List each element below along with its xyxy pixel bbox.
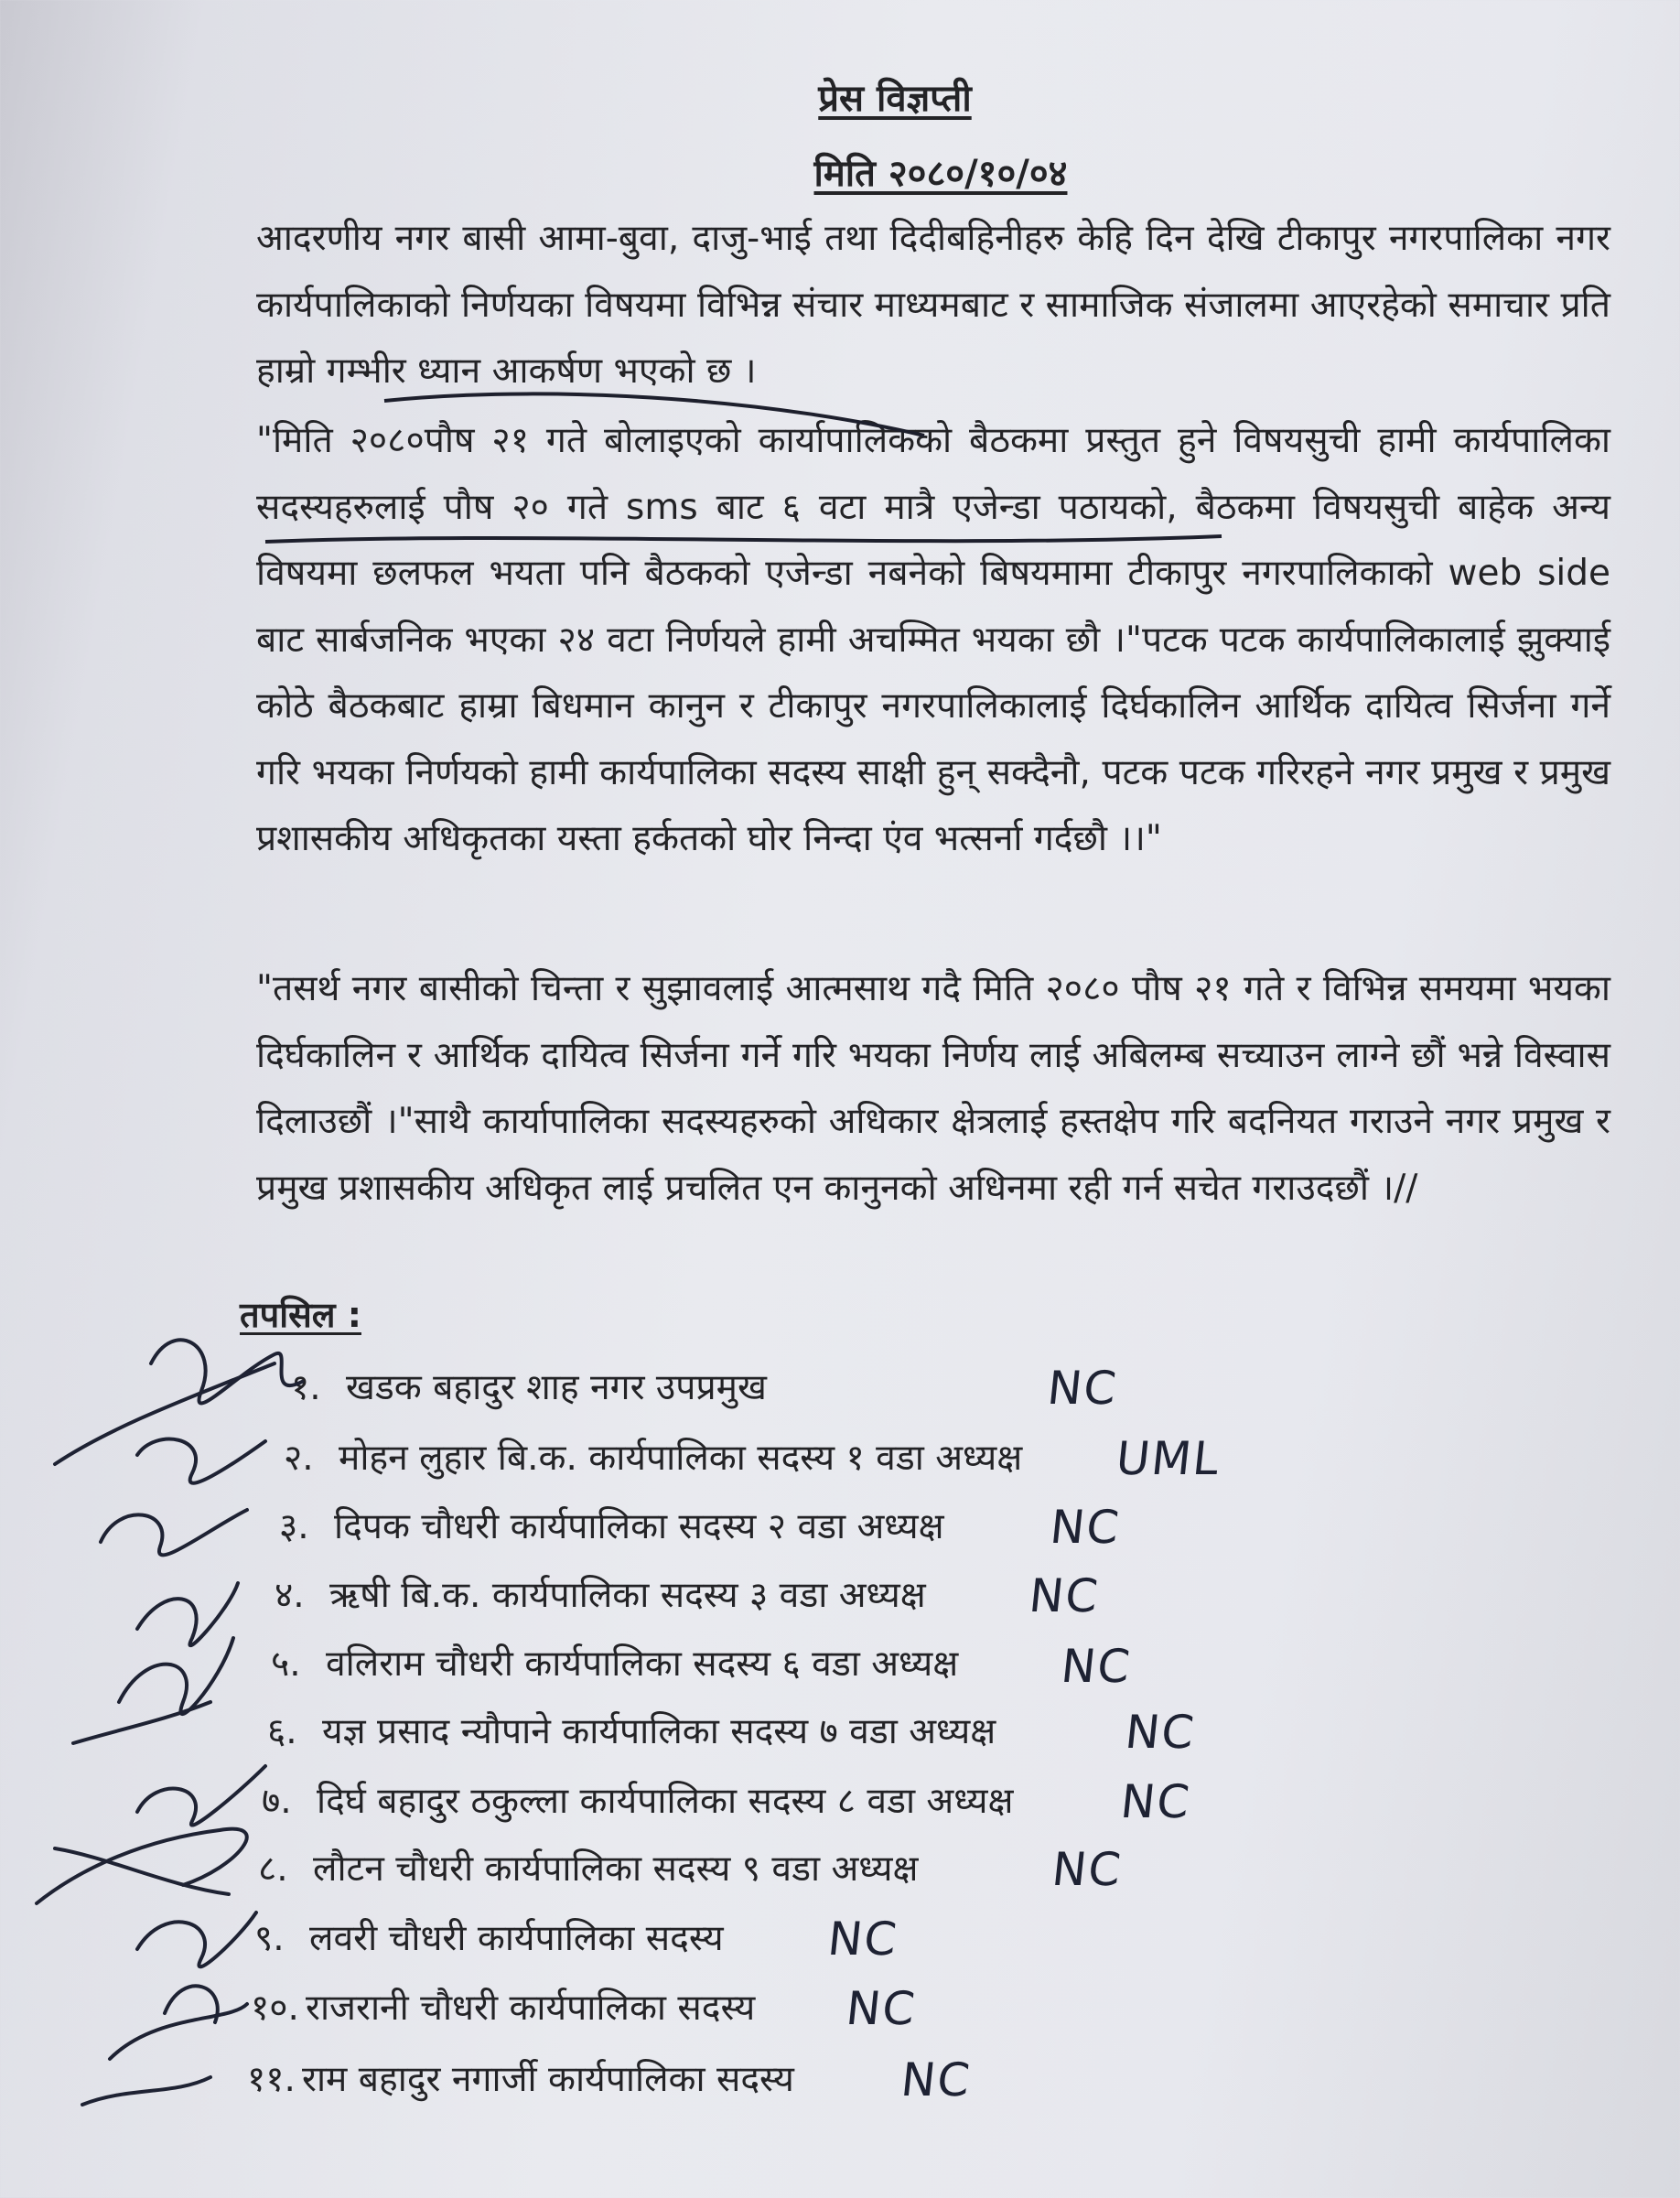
section-heading: तपसिल : xyxy=(240,1295,361,1335)
signature-mark xyxy=(110,2004,247,2059)
signature-mark xyxy=(151,1340,302,1403)
signature-mark xyxy=(137,1912,256,1966)
item-number: ११. xyxy=(247,2059,296,2100)
signature-mark xyxy=(55,1848,229,1894)
paragraph-2: "मिति २०८०पौष २१ गते बोलाइएको कार्यापालिकको बैठकमा प्रस्तुत हुने विषयसुची हामी कार्यपालिका सदस्यहरुलाई पौष २० गते sms बाट ६ वटा मात्रै एजेन्डा पठायको, बैठकमा विषयसुची बाहेक अन्य विषयमा छलफल भयता पनि बैठकको एजेन्डा नबनेको बिषयमामा टीकापुर नगरपालिकाको web side बाट सार्बजनिक भएका २४ वटा निर्णयले हामी अचम्मित भयका छौ ।"पटक पटक कार्यपालिकालाई झुक्याई कोठे बैठकबाट हाम्रा बिधमान कानुन र टीकापुर नगरपालिकालाई दिर्घकालिन आर्थिक दायित्व सिर्जना गर्ने गरि भयका निर्णयको हामी कार्यपालिका सदस्य साक्षी हुन् सक्दैनौ, पटक पटक गरिरहने नगर प्रमुख र प्रमुख प्रशासकीय अधिकृतका यस्ता हर्कतको घोर निन्दा एंव भत्सर्ना गर्दछौ ।।" xyxy=(256,420,1610,859)
party-annotation: NC xyxy=(898,2053,975,2106)
party-annotation: NC xyxy=(1117,1775,1194,1828)
item-number: ६. xyxy=(267,1711,297,1752)
signature-mark xyxy=(137,1583,238,1645)
party-annotation: NC xyxy=(824,1912,901,1966)
item-number: ३. xyxy=(279,1506,309,1547)
item-text: ऋषी बि.क. कार्यपालिका सदस्य ३ वडा अध्यक्ष xyxy=(329,1575,926,1616)
item-text: दिपक चौधरी कार्यपालिका सदस्य २ वडा अध्यक्ष xyxy=(334,1506,944,1547)
item-text: यज्ञ प्रसाद न्यौपाने कार्यपालिका सदस्य ७ वडा अध्यक्ष xyxy=(322,1711,996,1752)
signature-mark xyxy=(82,2077,210,2105)
item-text: वलिराम चौधरी कार्यपालिका सदस्य ६ वडा अध्यक्ष xyxy=(326,1643,959,1685)
party-annotation: NC xyxy=(1122,1706,1199,1759)
paragraph-1: आदरणीय नगर बासी आमा-बुवा, दाजु-भाई तथा दिदीबहिनीहरु केहि दिन देखि टीकापुर नगरपालिका नगर कार्यपालिकाको निर्णयका विषयमा विभिन्न संचार माध्यमबाट र सामाजिक संजालमा आएरहेको समाचार प्रति हाम्रो गम्भीर ध्यान आकर्षण भएको छ । xyxy=(256,218,1610,392)
item-text: खडक बहादुर शाह नगर उपप्रमुख xyxy=(346,1367,767,1408)
signature-mark xyxy=(101,1510,247,1555)
signature-mark xyxy=(137,1439,265,1483)
item-text: लौटन चौधरी कार्यपालिका सदस्य ९ वडा अध्यक्ष xyxy=(313,1848,919,1890)
item-number: ९. xyxy=(254,1918,285,1959)
item-number: ४. xyxy=(275,1575,305,1616)
signature-mark xyxy=(119,1638,233,1714)
item-number: १०. xyxy=(251,1988,299,2029)
document-title: प्रेस विज्ञप्ती xyxy=(818,78,972,120)
item-number: ५. xyxy=(271,1643,301,1685)
item-text: लवरी चौधरी कार्यपालिका सदस्य xyxy=(309,1918,724,1959)
party-annotation: NC xyxy=(1044,1362,1121,1415)
party-annotation: NC xyxy=(1026,1569,1103,1622)
paragraph-3: "तसर्थ नगर बासीको चिन्ता र सुझावलाई आत्मसाथ गदै मिति २०८० पौष २१ गते र विभिन्न समयमा भयका दिर्घकालिन र आर्थिक दायित्व सिर्जना गर्ने गरि भयका निर्णय लाई अबिलम्ब सच्याउन लाग्ने छौं भन्ने विस्वास दिलाउछौं ।"साथै कार्यापालिका सदस्यहरुको अधिकार क्षेत्रलाई हस्तक्षेप गरि बदनियत गराउने नगर प्रमुख र प्रमुख प्रशासकीय अधिकृत लाई प्रचलित एन कानुनको अधिनमा रही गर्न सचेत गराउदछौं ।// xyxy=(256,968,1610,1209)
item-text: राम बहादुर नगार्जी कार्यपालिका सदस्य xyxy=(302,2059,794,2100)
signature-mark xyxy=(55,1363,275,1464)
party-annotation: NC xyxy=(843,1982,920,2035)
document-date: मिति २०८०/१०/०४ xyxy=(813,153,1068,195)
signature-mark xyxy=(73,1702,210,1743)
item-text: दिर्घ बहादुर ठकुल्ला कार्यपालिका सदस्य ८ वडा अध्यक्ष xyxy=(317,1781,1014,1822)
item-number: १. xyxy=(291,1367,321,1408)
item-text: राजरानी चौधरी कार्यपालिका सदस्य xyxy=(306,1988,756,2029)
signature-mark xyxy=(137,1766,265,1826)
party-annotation: NC xyxy=(1049,1843,1125,1896)
item-number: ७. xyxy=(262,1781,292,1822)
item-number: २. xyxy=(284,1438,314,1479)
party-annotation: NC xyxy=(1047,1501,1124,1554)
party-annotation: UML xyxy=(1113,1432,1223,1485)
party-annotation: NC xyxy=(1058,1640,1135,1693)
item-number: ८. xyxy=(258,1848,288,1890)
item-text: मोहन लुहार बि.क. कार्यपालिका सदस्य १ वडा अध्यक्ष xyxy=(339,1438,1023,1479)
